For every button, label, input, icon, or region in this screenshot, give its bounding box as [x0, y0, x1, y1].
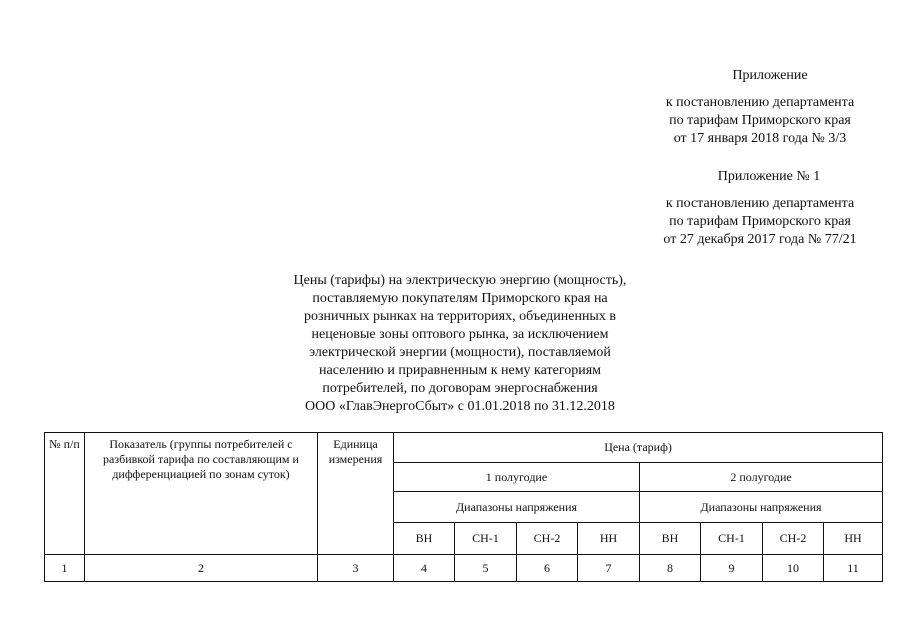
appendix-line: по тарифам Приморского края [669, 113, 851, 128]
appendix-one-line: по тарифам Приморского края [669, 214, 851, 229]
column-header-voltage-level: ВН [640, 523, 701, 555]
appendix-one-line: от 27 декабря 2017 года № 77/21 [663, 232, 857, 247]
column-header-voltage-level: СН-1 [701, 523, 763, 555]
table-cell: 8 [640, 555, 701, 582]
column-header-voltage-level: СН-1 [455, 523, 517, 555]
table-row [45, 555, 883, 582]
column-header-unit: Единица измерения [318, 433, 394, 555]
table-cell: 1 [45, 555, 85, 582]
column-header-voltage-level: НН [578, 523, 640, 555]
column-header-voltage-ranges: Диапазоны напряжения [640, 492, 883, 523]
appendix-one-reference [640, 168, 880, 249]
title-line: потребителей, по договорам энергоснабжения [322, 381, 598, 396]
table-header-row [45, 433, 883, 463]
table-cell: 6 [517, 555, 578, 582]
tariff-table [44, 432, 883, 582]
title-line: Цены (тарифы) на электрическую энергию (мощность), [293, 273, 627, 288]
document-title [250, 272, 670, 416]
appendix-heading: Приложение [732, 68, 808, 83]
title-line: неценовые зоны оптового рынка, за исключением [311, 327, 609, 342]
table-cell: 11 [824, 555, 883, 582]
column-header-voltage-level: СН-2 [763, 523, 824, 555]
title-line: розничных рынках на территориях, объединенных в [304, 309, 616, 324]
appendix-one-line: к постановлению департамента [665, 196, 855, 211]
title-line: населению и приравненным к нему категориям [318, 363, 602, 378]
table-cell: 2 [85, 555, 318, 582]
table-cell: 9 [701, 555, 763, 582]
table-cell: 7 [578, 555, 640, 582]
column-header-indicator: Показатель (группы потребителей с разбивкой тарифа по составляющим и дифференциацией по зонам суток) [85, 433, 318, 555]
table-cell: 5 [455, 555, 517, 582]
table-cell: 3 [318, 555, 394, 582]
column-header-voltage-level: СН-2 [517, 523, 578, 555]
column-header-voltage-level: НН [824, 523, 883, 555]
table-cell: 4 [394, 555, 455, 582]
appendix-line: от 17 января 2018 года № 3/3 [673, 131, 847, 146]
title-line: поставляемую покупателям Приморского края на [312, 291, 608, 306]
column-header-voltage-level: ВН [394, 523, 455, 555]
column-header-voltage-ranges: Диапазоны напряжения [394, 492, 640, 523]
table-cell: 10 [763, 555, 824, 582]
title-line: ООО «ГлавЭнергоСбыт» с 01.01.2018 по 31.12.2018 [305, 399, 615, 414]
column-header-half-2: 2 полугодие [640, 463, 883, 492]
appendix-line: к постановлению департамента [665, 95, 855, 110]
appendix-reference [640, 67, 880, 148]
appendix-one-heading: Приложение № 1 [717, 169, 821, 184]
column-header-half-1: 1 полугодие [394, 463, 640, 492]
column-header-number: № п/п [45, 433, 85, 555]
title-line: электрической энергии (мощности), поставляемой [309, 345, 611, 360]
column-header-price: Цена (тариф) [394, 433, 883, 463]
